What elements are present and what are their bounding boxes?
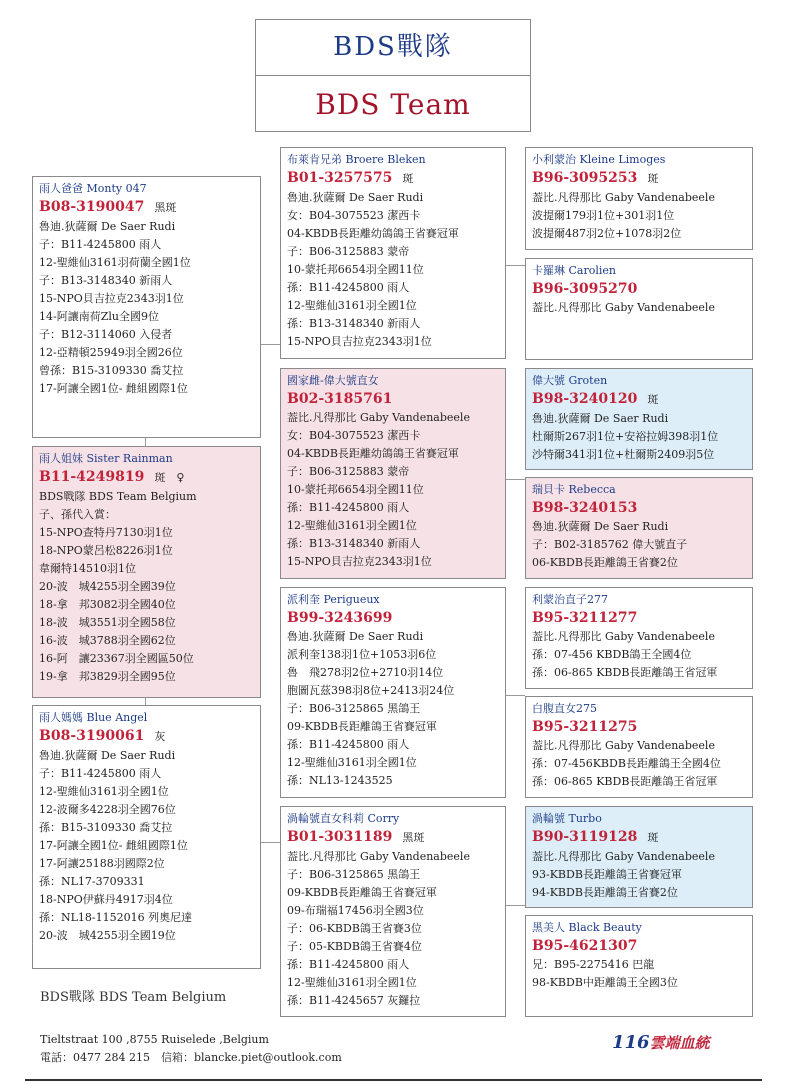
pedigree-line: 子：B12-3114060 入侵者: [39, 328, 173, 341]
ring-number: B96-3095270: [532, 281, 638, 297]
pedigree-line: 孫：B15-3109330 喬艾拉: [39, 821, 173, 834]
pedigree-line: 魯迪.狄薩爾 De Saer Rudi: [532, 520, 669, 533]
pedigree-line: 葢比.凡得那比 Gaby Vandenabeele: [532, 191, 715, 204]
pedigree-line: 16-波 城3788羽全國62位: [39, 634, 176, 647]
color-sex-label: 黑斑: [402, 831, 425, 844]
connector-line: [145, 437, 146, 446]
ring-number-row: [287, 389, 499, 409]
pedigree-line: 孫：B11-4245800 雨人: [287, 738, 410, 751]
pigeon-name: 偉大號 Groten: [532, 374, 608, 387]
ring-number-row: [39, 726, 254, 747]
pedigree-line: 孫：06-865 KBDB長距離鴿王省冠軍: [532, 775, 718, 788]
ring-number-row: [532, 498, 746, 518]
ring-number-row: [532, 168, 746, 189]
pedigree-line: 孫：06-865 KBDB長距離鴿王省冠軍: [532, 666, 718, 679]
pedigree-box-sister: [32, 446, 261, 698]
pedigree-line: 子：B06-3125883 蒙帝: [287, 245, 410, 258]
connector-line: [260, 344, 280, 345]
pedigree-line: 09-布瑞福17456羽全國3位: [287, 904, 424, 917]
ring-number: B95-4621307: [532, 938, 638, 954]
pedigree-line: 曾孫：B15-3109330 喬艾拉: [39, 364, 184, 377]
color-sex-label: 斑: [647, 172, 659, 185]
pigeon-name: 雨人爸爸 Monty 047: [39, 182, 147, 195]
pedigree-line: 孫：NL18-1152016 列奧尼達: [39, 911, 193, 924]
pedigree-line: 20-波 城4255羽全國39位: [39, 580, 176, 593]
pedigree-line: 12-聖維仙3161羽全國1位: [287, 756, 417, 769]
pigeon-name: 布萊肯兄弟 Broere Bleken: [287, 153, 426, 166]
pedigree-line: 04-KBDB長距離幼鴿鴿王省賽冠軍: [287, 227, 459, 240]
pedigree-line: 葢比.凡得那比 Gaby Vandenabeele: [532, 739, 715, 752]
connector-line: [505, 265, 525, 266]
pigeon-name: 雨人姐妹 Sister Rainman: [39, 452, 173, 465]
pedigree-line: 沙特爾341羽1位+杜爾斯2409羽5位: [532, 448, 715, 461]
ring-number: B98-3240153: [532, 500, 638, 516]
ring-number: B01-3257575: [287, 170, 393, 186]
pedigree-line: 子：B02-3185762 偉大號直子: [532, 538, 688, 551]
ring-number: B11-4249819: [39, 469, 145, 485]
pedigree-line: 18-波 城3551羽全國58位: [39, 616, 176, 629]
pedigree-line: 子：B06-3125865 黑鴿王: [287, 868, 421, 881]
pedigree-line: 12-亞精頓25949羽全國26位: [39, 346, 183, 359]
ring-number: B95-3211275: [532, 719, 638, 735]
pedigree-line: 98-KBDB中距離鴿王全國3位: [532, 976, 678, 989]
pedigree-line: 胞圖瓦茲398羽8位+2413羽24位: [287, 684, 455, 697]
pigeon-name: 雨人媽媽 Blue Angel: [39, 711, 148, 724]
connector-line: [505, 479, 525, 480]
ring-number-row: [532, 279, 746, 299]
ring-number: B90-3119128: [532, 829, 638, 845]
pedigree-line: 孫：B11-4245800 雨人: [287, 958, 410, 971]
pedigree-line: 魯迪.狄薩爾 De Saer Rudi: [39, 220, 176, 233]
pedigree-line: 子：B13-3148340 新雨人: [39, 274, 173, 287]
ring-number-row: [532, 936, 746, 956]
pedigree-line: 15-NPO貝吉拉克2343羽1位: [287, 555, 432, 568]
pedigree-line: 04-KBDB長距離幼鴿鴿王省賽冠軍: [287, 447, 459, 460]
pigeon-name: 白腹直女275: [532, 702, 597, 715]
pedigree-line: 06-KBDB長距離鴿王省賽2位: [532, 556, 678, 569]
pedigree-line: 17-阿讓全國1位- 雌組國際1位: [39, 382, 188, 395]
ring-number-row: [532, 717, 746, 737]
pedigree-line: 派利奎138羽1位+1053羽6位: [287, 648, 437, 661]
pedigree-line: 20-波 城4255羽全國19位: [39, 929, 176, 942]
ring-number: B99-3243699: [287, 610, 393, 626]
pedigree-line: 子：B11-4245800 雨人: [39, 767, 162, 780]
pedigree-line: 兄：B95-2275416 巴龍: [532, 958, 655, 971]
pedigree-line: 12-聖維仙3161羽全國1位: [287, 519, 417, 532]
pedigree-box-sss: [525, 147, 753, 250]
pedigree-line: 葢比.凡得那比 Gaby Vandenabeele: [287, 411, 470, 424]
pedigree-line: 子：B06-3125865 黑鴿王: [287, 702, 421, 715]
pedigree-box-sire-dam: [280, 368, 506, 579]
ring-number-row: [287, 608, 499, 628]
pedigree-box-dam: [32, 705, 261, 969]
ring-number: B01-3031189: [287, 829, 393, 845]
ring-number-row: [532, 827, 746, 848]
footer-phone-email: 電話：0477 284 215 信箱：blancke.piet@outlook.com: [40, 1051, 342, 1064]
pedigree-line: 09-KBDB長距離鴿王省賽冠軍: [287, 720, 437, 733]
pigeon-name: 渦輪號直女科莉 Corry: [287, 812, 400, 825]
pedigree-line: 17-阿讓25188羽國際2位: [39, 857, 165, 870]
pedigree-line: 葢比.凡得那比 Gaby Vandenabeele: [287, 850, 470, 863]
color-sex-label: 斑 ♀: [154, 471, 185, 484]
color-sex-label: 斑: [402, 172, 414, 185]
pedigree-line: 子：B06-3125883 蒙帝: [287, 465, 410, 478]
footer-address: Tieltstraat 100 ,8755 Ruiselede ,Belgium: [40, 1033, 269, 1046]
pedigree-line: 孫：B11-4245800 雨人: [287, 281, 410, 294]
pedigree-box-sdd: [525, 477, 753, 579]
ring-number-row: [287, 168, 499, 189]
pedigree-box-dsd: [525, 696, 753, 798]
color-sex-label: 斑: [647, 393, 659, 406]
pedigree-line: 10-蒙托邦6654羽全國11位: [287, 483, 424, 496]
pedigree-line: 93-KBDB長距離鴿王省賽冠軍: [532, 868, 682, 881]
pedigree-line: 孫：B11-4245800 雨人: [287, 501, 410, 514]
pedigree-line: 子：06-KBDB鴿王省賽3位: [287, 922, 422, 935]
pedigree-box-sire: [32, 176, 261, 438]
pedigree-line: 12-波爾多4228羽全國76位: [39, 803, 176, 816]
title-box: [255, 19, 531, 132]
pedigree-line: 孫：NL17-3709331: [39, 875, 145, 888]
pedigree-line: 10-蒙托邦6654羽全國11位: [287, 263, 424, 276]
pedigree-box-dds: [525, 806, 753, 908]
pedigree-box-ssd: [525, 258, 753, 360]
pedigree-line: 孫：B11-4245657 灰鑼拉: [287, 994, 421, 1007]
pedigree-line: 孫：NL13-1243525: [287, 774, 393, 787]
brand-logo: [612, 1032, 710, 1053]
color-sex-label: 灰: [154, 730, 166, 743]
pedigree-line: 19-拿 邦3829羽全國95位: [39, 670, 176, 683]
ring-number: B95-3211277: [532, 610, 638, 626]
pedigree-line: 孫：B13-3148340 新雨人: [287, 317, 421, 330]
pedigree-line: 女：B04-3075523 潔西卡: [287, 429, 421, 442]
pigeon-name: 利蒙治直子277: [532, 593, 608, 606]
pedigree-line: 波提爾179羽1位+301羽1位: [532, 209, 675, 222]
pedigree-line: 魯 飛278羽2位+2710羽14位: [287, 666, 444, 679]
connector-line: [505, 905, 525, 906]
pedigree-line: 孫：07-456 KBDB鴿王全國4位: [532, 648, 692, 661]
pigeon-name: 瑞貝卡 Rebecca: [532, 483, 616, 496]
pedigree-line: 15-NPO貝吉拉克2343羽1位: [39, 292, 184, 305]
pedigree-line: 子：05-KBDB鴿王省賽4位: [287, 940, 422, 953]
pigeon-name: 黑美人 Black Beauty: [532, 921, 642, 934]
pedigree-line: 17-阿讓全國1位- 雌組國際1位: [39, 839, 188, 852]
pedigree-box-dam-sire: [280, 587, 506, 798]
logo-text: 雲端血統: [649, 1034, 710, 1052]
title-chinese: BDS戰隊: [256, 20, 530, 76]
connector-line: [145, 697, 146, 705]
pedigree-line: 魯迪.狄薩爾 De Saer Rudi: [287, 630, 424, 643]
pedigree-line: 魯迪.狄薩爾 De Saer Rudi: [532, 412, 669, 425]
pedigree-line: 葢比.凡得那比 Gaby Vandenabeele: [532, 850, 715, 863]
ring-number-row: [287, 827, 499, 848]
pedigree-line: 12-聖維仙3161羽全國1位: [39, 785, 169, 798]
pedigree-line: BDS戰隊 BDS Team Belgium: [39, 490, 197, 503]
pedigree-box-sds: [525, 368, 753, 470]
color-sex-label: 斑: [647, 831, 659, 844]
ring-number: B98-3240120: [532, 391, 638, 407]
title-english: BDS Team: [315, 88, 471, 121]
pedigree-box-dss: [525, 587, 753, 689]
pedigree-line: 12-聖維仙3161羽全國1位: [287, 299, 417, 312]
ring-number: B08-3190047: [39, 199, 145, 215]
pedigree-line: 子、孫代入賞：: [39, 508, 116, 521]
pedigree-box-dam-dam: [280, 806, 506, 1017]
pedigree-line: 杜爾斯267羽1位+安裕拉姆398羽1位: [532, 430, 719, 443]
logo-number: 116: [612, 1032, 650, 1053]
pedigree-line: 子：B11-4245800 雨人: [39, 238, 162, 251]
footer-contact: [40, 1031, 342, 1067]
pedigree-box-sire-sire: [280, 147, 506, 359]
pedigree-line: 18-拿 邦3082羽全國40位: [39, 598, 176, 611]
ring-number: B96-3095253: [532, 170, 638, 186]
footer-team-name: BDS戰隊 BDS Team Belgium: [40, 990, 227, 1005]
pedigree-box-ddd: [525, 915, 753, 1017]
bottom-divider: [25, 1079, 762, 1081]
pedigree-line: 14-阿讓南荷Zlu全國9位: [39, 310, 159, 323]
pedigree-line: 12-聖維仙3161羽全國1位: [287, 976, 417, 989]
pedigree-line: 16-阿 讓23367羽全國區50位: [39, 652, 194, 665]
pedigree-line: 女：B04-3075523 潔西卡: [287, 209, 421, 222]
pedigree-line: 15-NPO查特丹7130羽1位: [39, 526, 173, 539]
color-sex-label: 黑斑: [154, 201, 177, 214]
pigeon-name: 渦輪號 Turbo: [532, 812, 602, 825]
pedigree-line: 孫：B13-3148340 新雨人: [287, 537, 421, 550]
ring-number: B02-3185761: [287, 391, 393, 407]
pigeon-name: 小利蒙治 Kleine Limoges: [532, 153, 666, 166]
connector-line: [260, 842, 280, 843]
ring-number-row: [532, 608, 746, 628]
pigeon-name: 派利奎 Perigueux: [287, 593, 380, 606]
pedigree-line: 葢比.凡得那比 Gaby Vandenabeele: [532, 301, 715, 314]
connector-line: [505, 695, 525, 696]
pedigree-line: 18-NPO蒙呂松8226羽1位: [39, 544, 173, 557]
pedigree-line: 12-聖維仙3161羽荷蘭全國1位: [39, 256, 191, 269]
pigeon-name: 國家雌-偉大號直女: [287, 374, 379, 387]
pedigree-line: 孫：07-456KBDB長距離鴿王全國4位: [532, 757, 721, 770]
pedigree-line: 魯迪.狄薩爾 De Saer Rudi: [287, 191, 424, 204]
pedigree-line: 葢比.凡得那比 Gaby Vandenabeele: [532, 630, 715, 643]
pedigree-line: 韋爾特14510羽1位: [39, 562, 136, 575]
pedigree-line: 18-NPO伊蘇丹4917羽4位: [39, 893, 173, 906]
pedigree-line: 09-KBDB長距離鴿王省賽冠軍: [287, 886, 437, 899]
ring-number-row: [39, 197, 254, 218]
ring-number-row: [39, 467, 254, 488]
pedigree-line: 波提爾487羽2位+1078羽2位: [532, 227, 682, 240]
ring-number-row: [532, 389, 746, 410]
pigeon-name: 卡羅琳 Carolien: [532, 264, 616, 277]
pedigree-line: 15-NPO貝吉拉克2343羽1位: [287, 335, 432, 348]
pedigree-line: 魯迪.狄薩爾 De Saer Rudi: [39, 749, 176, 762]
pedigree-line: 94-KBDB長距離鴿王省賽2位: [532, 886, 678, 899]
ring-number: B08-3190061: [39, 728, 145, 744]
